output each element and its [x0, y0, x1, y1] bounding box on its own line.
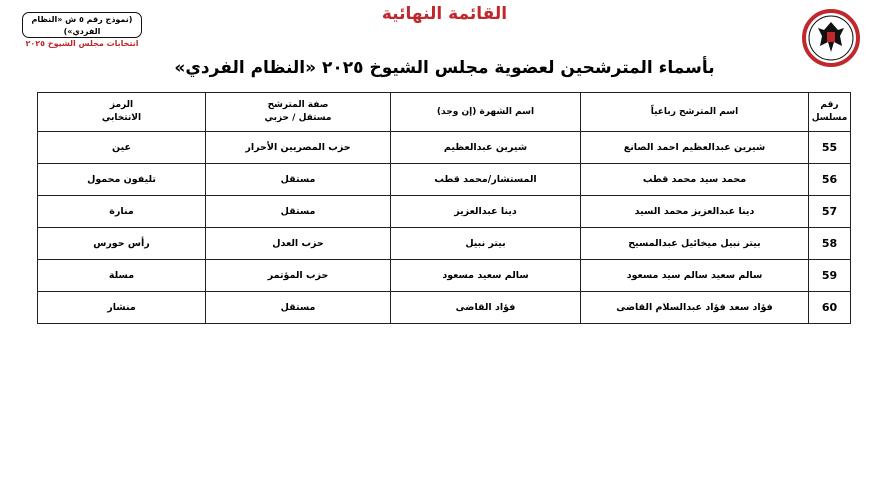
cell-status: حزب المصريين الأحرار	[206, 132, 391, 164]
cell-symbol: تليفون محمول	[38, 164, 206, 196]
cell-status: حزب العدل	[206, 228, 391, 260]
header-nickname-line1: اسم الشهرة (إن وجد)	[436, 106, 535, 117]
header-serial-line1: رقم	[820, 100, 839, 110]
cell-name: شيرين عبدالعظيم احمد الصانع	[581, 132, 809, 164]
cell-symbol: مسلة	[38, 260, 206, 292]
table-row	[38, 132, 851, 164]
cell-serial: 60	[809, 292, 851, 324]
header-status	[206, 93, 391, 132]
cell-nickname: بيتر نبيل	[391, 228, 581, 260]
form-label-box	[22, 12, 142, 48]
cell-symbol: رأس حورس	[38, 228, 206, 260]
cell-serial: 55	[809, 132, 851, 164]
header-status-line2: مستقل / حزبي	[264, 113, 332, 123]
table-row	[38, 260, 851, 292]
table-row	[38, 196, 851, 228]
candidates-table	[37, 92, 851, 324]
cell-symbol: منارة	[38, 196, 206, 228]
cell-nickname: فؤاد القاضى	[391, 292, 581, 324]
page-title: القائمة النهائية	[381, 4, 508, 24]
header-serial-line2: مسلسل	[811, 113, 848, 123]
cell-status: مستقل	[206, 292, 391, 324]
cell-nickname: سالم سعيد مسعود	[391, 260, 581, 292]
cell-serial: 58	[809, 228, 851, 260]
header-name	[581, 93, 809, 132]
cell-name: فؤاد سعد فؤاد عبدالسلام القاضى	[581, 292, 809, 324]
cell-status: مستقل	[206, 196, 391, 228]
cell-status: مستقل	[206, 164, 391, 196]
cell-name: سالم سعيد سالم سيد مسعود	[581, 260, 809, 292]
header-serial	[809, 93, 851, 132]
form-label-line2: انتخابات مجلس الشيوخ ٢٠٢٥	[25, 39, 139, 48]
list-heading: بأسماء المترشحين لعضوية مجلس الشيوخ ٢٠٢٥ «النظام الفردي»	[174, 58, 715, 78]
cell-nickname: المستشار/محمد قطب	[391, 164, 581, 196]
header-status-line1: صفة المترشح	[267, 100, 329, 110]
header-symbol	[38, 93, 206, 132]
cell-symbol: منشار	[38, 292, 206, 324]
cell-symbol: عين	[38, 132, 206, 164]
cell-serial: 56	[809, 164, 851, 196]
cell-name: دينا عبدالعزيز محمد السيد	[581, 196, 809, 228]
cell-nickname: دينا عبدالعزيز	[391, 196, 581, 228]
form-label-line1: (نموذج رقم ٥ ش «النظام الفردي»)	[31, 15, 133, 36]
cell-serial: 59	[809, 260, 851, 292]
header-name-line1: اسم المترشح رباعياً	[650, 106, 739, 117]
table-row	[38, 164, 851, 196]
cell-serial: 57	[809, 196, 851, 228]
cell-nickname: شيرين عبدالعظيم	[391, 132, 581, 164]
cell-name: بيتر نبيل ميخائيل عبدالمسيح	[581, 228, 809, 260]
header-symbol-line2: الانتخابي	[101, 113, 142, 123]
cell-status: حزب المؤتمر	[206, 260, 391, 292]
header-symbol-line1: الرمز	[109, 100, 134, 110]
header-nickname	[391, 93, 581, 132]
table-row	[38, 292, 851, 324]
table-row	[38, 228, 851, 260]
table-header-row	[38, 93, 851, 132]
cell-name: محمد سيد محمد قطب	[581, 164, 809, 196]
